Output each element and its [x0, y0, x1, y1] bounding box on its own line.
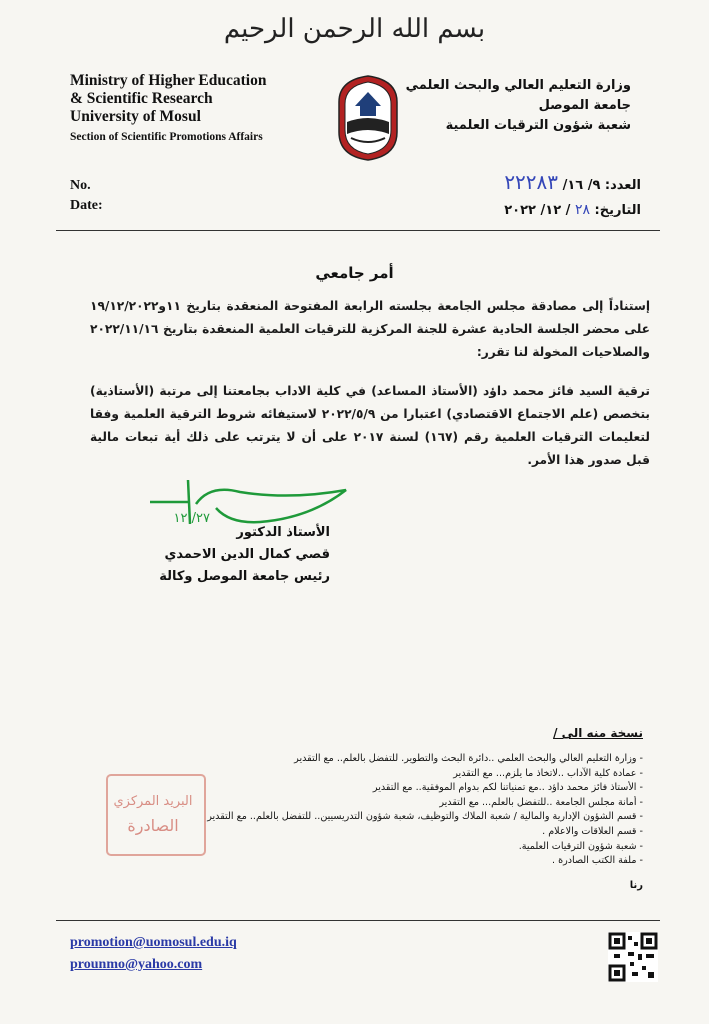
date-label-en: Date: — [70, 198, 103, 213]
order-title: أمر جامعي — [315, 264, 394, 282]
list-item: - وزارة التعليم العالي والبحث العلمي ..دائرة البحث والتطوير. للتفضل بالعلم.. مع التقدير — [294, 753, 643, 764]
order-paragraph-2: ترقية السيد فائز محمد داؤد (الأستاذ المساعد) في كلية الاداب بجامعتنا إلى مرتبة (الأستاذية) بتخصص (علم الاجتماع الاقتصادي) اعتبارا من ٢٠٢٢/٥/٩ لاستيفائه شروط الترقية العلمية وفقا لتعليمات الترقيات العلمية رقم (١٦٧) لسنة ٢٠١٧ على أن لا يترتب على ذلك أية تبعات مالية قبل صدور هذا الأمر. — [90, 384, 650, 467]
stamp-line-2: الصادرة — [127, 816, 179, 835]
contact-emails — [70, 932, 237, 976]
copies-list — [123, 752, 643, 869]
signatory-name: قصي كمال الدين الاحمدي — [164, 547, 330, 562]
ministry-name-en: Ministry of Higher Education — [70, 72, 267, 89]
stamp-line-1: البريد المركزي — [113, 794, 193, 809]
basmala: بسم الله الرحمن الرحيم — [223, 14, 486, 44]
email-link-promotion[interactable]: promotion@uomosul.edu.iq — [70, 935, 237, 950]
copies-title: نسخة منه الى / — [553, 726, 643, 740]
typist-initials: رنا — [629, 880, 643, 891]
ministry-name-ar: وزارة التعليم العالي والبحث العلمي — [405, 78, 631, 93]
footer-divider — [56, 920, 660, 921]
list-item: - عمادة كلية الآداب ..لاتخاذ ما يلزم... مع التقدير — [453, 767, 643, 779]
date-day: ٢٨ — [574, 202, 590, 218]
list-item: - أمانة مجلس الجامعة ..للتفضل بالعلم... مع التقدير — [439, 796, 643, 808]
email-link-yahoo[interactable]: prounmo@yahoo.com — [70, 957, 203, 972]
list-item: - شعبة شؤون الترقيات العلمية. — [518, 840, 643, 852]
header-divider — [56, 230, 660, 231]
section-name-ar: شعبة شؤون الترقيات العلمية — [445, 118, 631, 133]
university-name-en: University of Mosul — [70, 108, 201, 125]
university-name-ar: جامعة الموصل — [538, 98, 631, 113]
signatory-title: الأستاذ الدكتور — [236, 525, 330, 540]
reference-block-ar — [504, 170, 641, 223]
list-item: - الأستاذ فائز محمد داؤد ..مع تمنياتنا لكم بدوام الموفقية.. مع التقدير — [372, 782, 643, 794]
document-number-value: ٢٢٢٨٣ — [504, 170, 559, 194]
number-label-en: No. — [70, 178, 91, 193]
ministry-name-en-2: & Scientific Research — [70, 90, 213, 107]
university-of-mosul-emblem — [329, 72, 407, 162]
list-item: - قسم العلاقات والاعلام . — [542, 825, 643, 837]
list-item: - قسم الشؤون الإدارية والمالية / شعبة الملاك والتوظيف، شعبة شؤون التدريسيين.. للتفضل بالعلم.. مع التقدير — [207, 811, 643, 823]
english-letterhead — [70, 72, 266, 146]
signature-date: ٢٧/ ١٢ — [173, 511, 210, 526]
reference-labels-en — [70, 176, 103, 216]
number-label-ar: العدد: ٩/ ١٦/ — [562, 178, 641, 193]
order-paragraph-1: إستناداً إلى مصادقة مجلس الجامعة بجلسته الرابعة المفتوحة المنعقدة بتاريخ ١١و١٩/١٢/٢٠٢٢ على محضر الجلسة الحادية عشرة للجنة المركزية للترقيات العلمية المنعقدة بتاريخ ٢٠٢٢/١١/١٦ والصلاحيات المخولة لنا تقرر: — [90, 299, 650, 359]
date-rest: / ١٢/ ٢٠٢٢ — [504, 203, 571, 218]
document-number — [504, 170, 641, 198]
signatory-position: رئيس جامعة الموصل وكالة — [159, 569, 330, 584]
document-date — [504, 198, 641, 223]
signatory-block — [120, 522, 330, 588]
list-item: - ملفة الكتب الصادرة . — [552, 855, 643, 867]
date-label-ar: التاريخ: — [594, 203, 641, 218]
section-name-en: Section of Scientific Promotions Affairs — [70, 131, 263, 143]
qr-code-icon — [608, 932, 658, 982]
arabic-letterhead — [406, 76, 631, 136]
